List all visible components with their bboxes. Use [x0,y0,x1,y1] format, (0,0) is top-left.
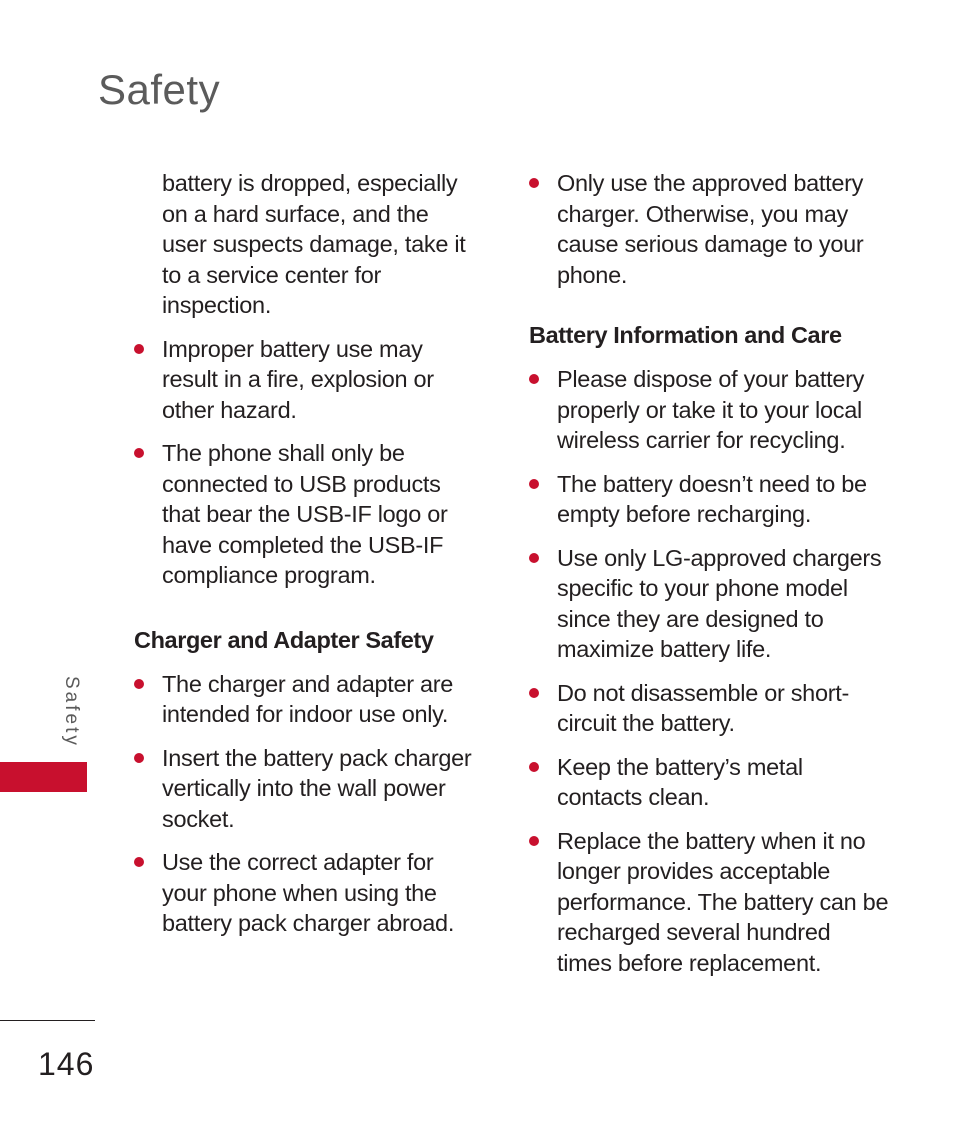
list-item-text: Use the correct adapter for your phone when using the battery pack charger abroad. [162,849,455,936]
section-heading-charger: Charger and Adapter Safety [134,626,434,653]
list-item [134,743,479,835]
list-item-text: Use only LG-approved chargers specific to your phone model since they are designed to maximize battery life. [557,544,882,662]
list-item [529,826,889,979]
list-item-text: Only use the approved battery charger. Otherwise, you may cause serious damage to your phone. [557,170,864,288]
list-item-text: Insert the battery pack charger vertically into the wall power socket. [162,744,472,832]
bullet-icon [529,836,539,846]
list-item [529,364,889,456]
bullet-icon [529,178,539,188]
side-tab-label: Safety [61,676,82,748]
list-item [134,669,479,730]
list-item-text: The battery doesn’t need to be empty before recharging. [557,470,867,527]
bullet-icon [134,857,144,867]
bullet-icon [529,762,539,772]
list-item [134,334,479,426]
page-number: 146 [38,1046,95,1082]
list-item [134,847,479,939]
list-item [529,168,889,290]
list-item-text: Do not disassemble or short-circuit the battery. [557,679,850,736]
side-tab-marker [0,762,87,792]
list-item-text: The charger and adapter are intended for indoor use only. [162,670,454,727]
list-item-text: Keep the battery’s metal contacts clean. [557,753,803,810]
bullet-icon [134,344,144,354]
list-item-text: Replace the battery when it no longer provides acceptable performance. The battery can be recharged several hundred times before replacement. [557,827,889,976]
bullet-icon [529,374,539,384]
right-column [529,168,889,991]
bullet-icon [529,479,539,489]
bullet-icon [134,448,144,458]
list-item [529,752,889,813]
section-heading-battery: Battery Information and Care [529,322,842,348]
bullet-icon [134,753,144,763]
bullet-icon [529,553,539,563]
footer-divider [0,1020,95,1021]
page-title: Safety [98,66,221,113]
continuation-paragraph: battery is dropped, especially on a hard surface, and the user suspects damage, take it to a service center for inspection. [162,170,466,318]
bullet-icon [134,679,144,689]
list-item-text: Please dispose of your battery properly or take it to your local wireless carrier for recycling. [557,366,865,453]
left-column [134,168,479,952]
list-item [529,678,889,739]
list-item [529,469,889,530]
list-item-text: Improper battery use may result in a fire, explosion or other hazard. [162,335,434,423]
list-item [529,543,889,665]
list-item [134,438,479,591]
bullet-icon [529,688,539,698]
list-item-text: The phone shall only be connected to USB products that bear the USB-IF logo or have completed the USB-IF compliance program. [162,440,448,588]
